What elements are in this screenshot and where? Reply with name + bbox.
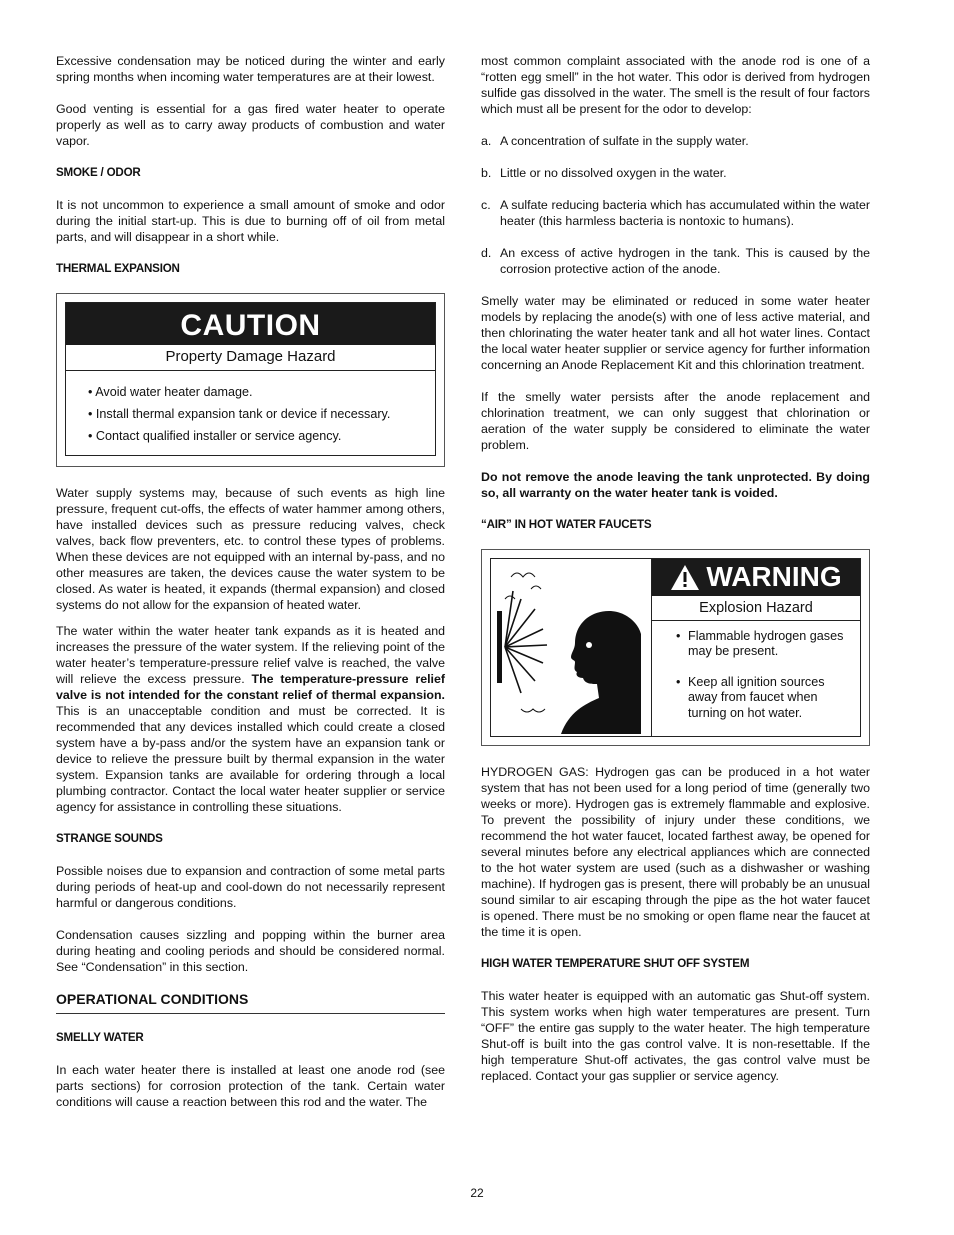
warning-title: WARNING <box>706 561 842 593</box>
page-number: 22 <box>470 1186 484 1200</box>
caution-title: CAUTION <box>66 303 435 345</box>
heading-thermal-expansion: THERMAL EXPANSION <box>56 262 180 275</box>
warning-label <box>481 549 870 746</box>
paragraph: Condensation causes sizzling and popping within the burner area during heating and cooling periods and should be considered normal. See “Condensation” in this section. <box>56 928 445 974</box>
caution-label <box>56 293 445 467</box>
heading-smoke-odor: SMOKE / ODOR <box>56 166 141 179</box>
paragraph: HYDROGEN GAS: Hydrogen gas can be produced in a hot water system that has not been used for a long period of time (generally two weeks or more). Hydrogen gas is extremely flammable and explosive. To prevent the possibility of injury under these conditions, we recommend the hot water faucet, located farthest away, be opened for several minutes before any electrical appliances which are connected to the hot water system are used (such as a dishwasher or washing machine). If hydrogen gas is present, there will probably be an unusual sound similar to air escaping through the pipe as the hot water faucet is opened. There must be no smoking or open flame near the faucet at the time it is open. <box>481 765 870 939</box>
heading-strange-sounds: STRANGE SOUNDS <box>56 832 163 845</box>
paragraph: Smelly water may be eliminated or reduced in some water heater models by replacing the anode(s) with one of less active material, and then chlorinating the water heater tank and all hot water lines. Contact the local water heater supplier or service agency for further information concerning an Anode Replacement Kit and this chlorination treatment. <box>481 294 870 372</box>
caution-item: • Contact qualified installer or service agency. <box>88 425 435 447</box>
caution-list <box>66 371 435 455</box>
heading-smelly-water: SMELLY WATER <box>56 1031 144 1044</box>
heading-air-in-faucets: “AIR” IN HOT WATER FAUCETS <box>481 518 652 531</box>
paragraph: Good venting is essential for a gas fired water heater to operate properly as well as to carry away products of combustion and water vapor. <box>56 102 445 148</box>
paragraph: If the smelly water persists after the anode replacement and chlorination treatment, we can only suggest that chlorination or aeration of the water supply be considered to eliminate the water problem. <box>481 390 870 452</box>
left-column <box>56 53 445 1126</box>
warning-header <box>652 559 860 596</box>
warning-list <box>652 621 860 737</box>
paragraph: Possible noises due to expansion and contraction of some metal parts during periods of heat-up and cool-down do not necessarily represent harmful or dangerous conditions. <box>56 864 445 910</box>
factor-item: b. Little or no dissolved oxygen in the water. <box>481 166 727 180</box>
factor-item: a. A concentration of sulfate in the supply water. <box>481 134 749 148</box>
right-column <box>481 53 870 1100</box>
paragraph: The water within the water heater tank expands as it is heated and increases the pressure of the water system. If the relieving point of the water heater’s temperature-pressure relief valve is reached, the valve will relieve the excess pressure. The temperature-pressure relief valve is not intended for the constant relief of thermal expansion. This is an unacceptable condition and must be corrected. It is recommended that any devices installed which could create a closed system have a by-pass and/or the system have an expansion tank or device to relieve the pressure built by thermal expansion in the water system. Expansion tanks are available for ordering through a local plumbing contractor. Contact the local water heater supplier or service agency for assistance in controlling these situations. <box>56 624 445 814</box>
warning-item: • Flammable hydrogen gases may be present. <box>676 629 852 660</box>
warning-subtitle: Explosion Hazard <box>652 596 860 621</box>
paragraph: In each water heater there is installed at least one anode rod (see parts sections) for corrosion protection of the tank. Certain water conditions will cause a reaction between this rod and the water. The <box>56 1063 445 1109</box>
factor-list <box>481 133 870 277</box>
caution-subtitle: Property Damage Hazard <box>66 345 435 371</box>
alert-triangle-icon <box>670 564 700 591</box>
warning-item: • Keep all ignition sources away from faucet when turning on hot water. <box>676 675 852 722</box>
paragraph: Do not remove the anode leaving the tank unprotected. By doing so, all warranty on the water heater tank is voided. <box>481 470 870 500</box>
factor-item: d. An excess of active hydrogen in the tank. This is caused by the corrosion protective action of the anode. <box>481 246 870 276</box>
paragraph: most common complaint associated with the anode rod is one of a “rotten egg smell” in the hot water. This odor is derived from hydrogen sulfide gas dissolved in the water. The smell is the result of four factors which must all be present for the odor to develop: <box>481 54 870 116</box>
paragraph: It is not uncommon to experience a small amount of smoke and odor during the initial start-up. This is due to burning off of oil from metal parts, and will disappear in a short while. <box>56 198 445 244</box>
explosion-pictogram-icon <box>491 559 652 736</box>
factor-item: c. A sulfate reducing bacteria which has accumulated within the water heater (this harmless bacteria is nontoxic to humans). <box>481 198 870 228</box>
heading-operational-conditions: OPERATIONAL CONDITIONS <box>56 991 445 1014</box>
paragraph: This water heater is equipped with an automatic gas Shut-off system. This system works when high water temperatures are present. Turn “OFF” the entire gas supply to the water heater. The high temperature Shut-off is built into the gas control valve. It is non-resettable. If the high temperature Shut-off activates, the gas control valve must be replaced. Contact your gas supplier or service agency. <box>481 989 870 1083</box>
paragraph: Excessive condensation may be noticed during the winter and early spring months when incoming water temperatures are at their lowest. <box>56 54 445 84</box>
caution-item: • Avoid water heater damage. <box>88 381 435 403</box>
caution-item: • Install thermal expansion tank or device if necessary. <box>88 403 435 425</box>
paragraph: Water supply systems may, because of such events as high line pressure, frequent cut-offs, the effects of water hammer among others, have installed devices such as pressure reducing valves, check valves, back flow preventers, etc. to control these types of problems. When these devices are not equipped with an internal by-pass, and no other measures are taken, the devices cause the water system to be closed. As water is heated, it expands (thermal expansion) and closed systems do not allow for the expansion of heated water. <box>56 486 445 612</box>
heading-shutoff-system: HIGH WATER TEMPERATURE SHUT OFF SYSTEM <box>481 957 750 970</box>
